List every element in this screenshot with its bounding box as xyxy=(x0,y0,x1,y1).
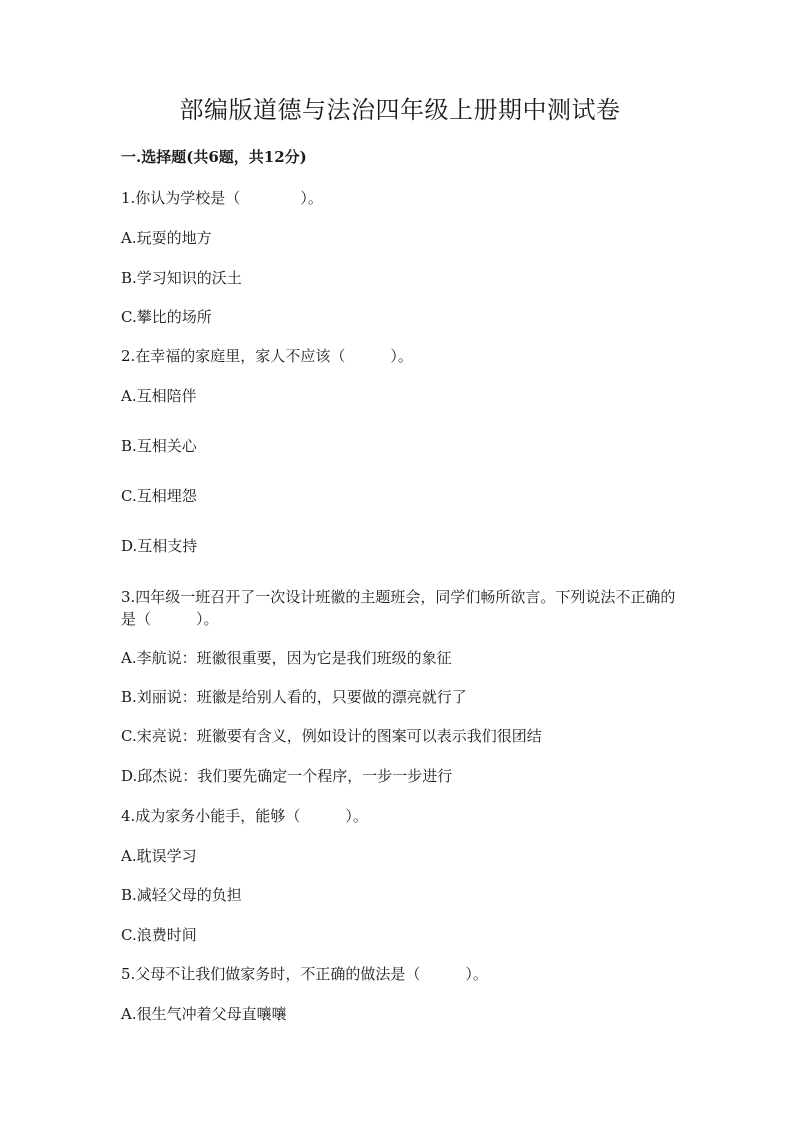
question-1-option-b: B.学习知识的沃土 xyxy=(121,269,242,287)
question-4-option-c: C.浪费时间 xyxy=(121,926,197,944)
section-heading: 一.选择题(共6题，共12分) xyxy=(121,148,307,166)
question-3-stem: 3.四年级一班召开了一次设计班徽的主题班会，同学们畅所欲言。下列说法不正确的是（ ）。 xyxy=(121,588,676,628)
question-3-option-b: B.刘丽说：班徽是给别人看的，只要做的漂亮就行了 xyxy=(121,688,467,706)
question-1-stem: 1.你认为学校是（ ）。 xyxy=(121,189,323,207)
question-4-stem: 4.成为家务小能手，能够（ ）。 xyxy=(121,807,368,825)
question-2-stem: 2.在幸福的家庭里，家人不应该（ ）。 xyxy=(121,347,413,365)
page-title: 部编版道德与法治四年级上册期中测试卷 xyxy=(179,96,621,124)
question-3-option-a: A.李航说：班徽很重要，因为它是我们班级的象征 xyxy=(121,649,452,667)
question-5-option-a: A.很生气冲着父母直嚷嚷 xyxy=(121,1005,287,1023)
question-4-option-a: A.耽误学习 xyxy=(121,847,197,865)
question-2-option-d: D.互相支持 xyxy=(121,537,198,555)
question-5-stem: 5.父母不让我们做家务时，不正确的做法是（ ）。 xyxy=(121,965,488,983)
question-3-option-c: C.宋亮说：班徽要有含义，例如设计的图案可以表示我们很团结 xyxy=(121,727,542,745)
question-1-option-a: A.玩耍的地方 xyxy=(121,229,212,247)
question-4-option-b: B.减轻父母的负担 xyxy=(121,886,242,904)
question-1-option-c: C.攀比的场所 xyxy=(121,308,212,326)
question-2-option-a: A.互相陪伴 xyxy=(121,387,197,405)
question-2-option-c: C.互相埋怨 xyxy=(121,487,197,505)
question-3-option-d: D.邱杰说：我们要先确定一个程序，一步一步进行 xyxy=(121,767,453,785)
question-2-option-b: B.互相关心 xyxy=(121,437,197,455)
